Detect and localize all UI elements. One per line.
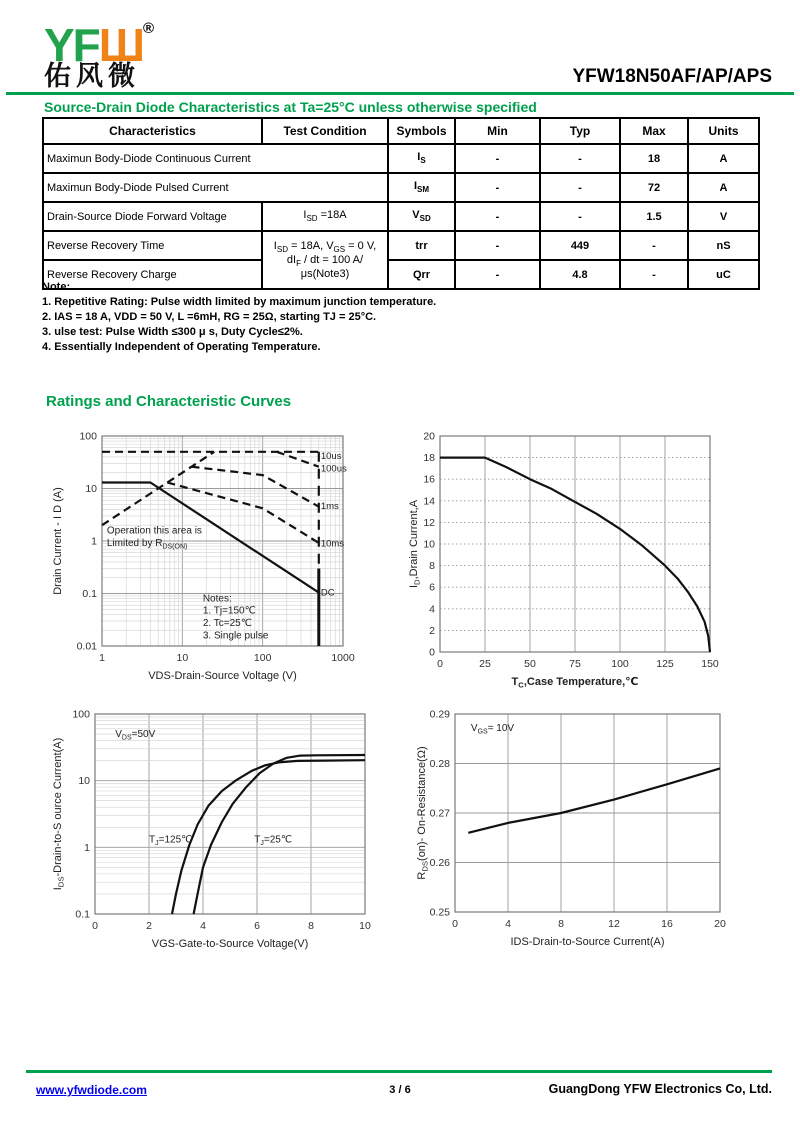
note-item-2: 2. IAS = 18 A, VDD = 50 V, L =6mH, RG = 25Ω, starting TJ = 25°C. (42, 311, 377, 323)
y-tick-label: 100 (72, 708, 90, 721)
cell-units: V (688, 202, 759, 231)
y-tick-label: 16 (423, 473, 435, 486)
column-header-test-condition: Test Condition (262, 118, 388, 144)
column-header-min: Min (455, 118, 540, 144)
logo-w-glyph-icon: Ш (98, 19, 144, 71)
chart-annotation: Limited by $R_{DS(ON)}$ (106, 537, 188, 551)
table-row (43, 144, 759, 173)
cell-units: A (688, 144, 759, 173)
chart-transfer (48, 700, 393, 962)
curve-label-10ms: 10ms (320, 538, 345, 550)
curves-section-title: Ratings and Characteristic Curves (46, 393, 292, 410)
x-tick-label: 6 (254, 920, 260, 932)
chart-soa (48, 420, 393, 695)
footer-website-link[interactable]: www.yfwdiode.com (36, 1083, 147, 1097)
cell-max: - (620, 260, 688, 289)
cell-typ: - (540, 202, 620, 231)
cell-max: - (620, 231, 688, 260)
chart-annotation: Notes: (202, 593, 232, 605)
chart-transfer-container (48, 700, 393, 967)
table-header-row (43, 118, 759, 144)
column-header-characteristics: Characteristics (43, 118, 262, 144)
x-tick-label: 100 (611, 658, 629, 670)
x-tick-label: 12 (608, 918, 620, 930)
y-tick-label: 0.01 (76, 640, 97, 653)
table-row (43, 173, 759, 202)
y-axis-label: $R_{DS}(on)-$ On-Resistance(Ω) (416, 746, 430, 880)
chart-id-vs-tc (404, 420, 764, 702)
chart-id-vs-tc-container (404, 420, 764, 707)
x-tick-label: 0 (92, 920, 98, 932)
x-axis-label: $T_C,Case$ Temperature,℃ (511, 676, 639, 690)
cell-typ: - (540, 173, 620, 202)
y-axis-label: $I_D,Drain$ Current,A (408, 499, 422, 589)
table-row (43, 202, 759, 231)
logo-chinese-name: 佑风微 (44, 61, 140, 91)
y-tick-label: 0.25 (429, 906, 450, 919)
y-tick-label: 2 (429, 624, 435, 637)
cell-max: 1.5 (620, 202, 688, 231)
chart-annotation: 2. Tc=25℃ (202, 617, 252, 629)
y-tick-label: 0 (429, 646, 435, 659)
x-tick-label: 10 (176, 652, 189, 664)
cell-min: - (455, 231, 540, 260)
cell-characteristics: Maximun Body-Diode Continuous Current (43, 144, 388, 173)
chart-annotation: 3. Single pulse (202, 630, 269, 642)
column-header-max: Max (620, 118, 688, 144)
cell-symbol: trr (388, 231, 455, 260)
x-tick-label: 20 (714, 918, 726, 930)
x-axis-label: IDS-Drain-to-Source Current(A) (510, 936, 665, 948)
y-tick-label: 12 (423, 516, 435, 529)
chart-rdson-container (412, 700, 778, 963)
notes-label: Note: (42, 281, 71, 293)
x-tick-label: 25 (479, 658, 491, 670)
y-tick-label: 0.1 (82, 588, 97, 600)
x-tick-label: 0 (437, 658, 443, 670)
x-tick-label: 8 (308, 920, 314, 932)
cell-characteristics: Maximun Body-Diode Pulsed Current (43, 173, 388, 202)
cell-units: A (688, 173, 759, 202)
chart-annotation: $T_J=25℃$ (254, 834, 293, 848)
y-tick-label: 0.26 (429, 857, 450, 869)
chart-annotation: $V_{GS}= 10V$ (470, 722, 515, 736)
chart-soa-container (48, 420, 393, 700)
registered-trademark-icon: ® (143, 20, 155, 37)
cell-min: - (455, 202, 540, 231)
x-axis-label: VDS-Drain-Source Voltage (V) (148, 670, 297, 682)
cell-test-condition: $I_{SD} = 18A$, $V_{GS} = 0$ V, $dI_F$ / dt = 100 A/μs(Note3) (262, 231, 388, 289)
footer-divider (26, 1070, 772, 1073)
cell-max: 18 (620, 144, 688, 173)
notes-block (42, 280, 436, 355)
y-tick-label: 1 (84, 841, 90, 854)
x-tick-label: 100 (253, 652, 272, 664)
cell-symbol: $I_S$ (388, 144, 455, 173)
y-tick-label: 6 (429, 581, 435, 594)
y-tick-label: 0.1 (75, 908, 90, 921)
chart-rdson-vs-id (412, 700, 778, 958)
y-axis-label: Drain Current - I D (A) (52, 487, 64, 595)
y-tick-label: 100 (79, 430, 97, 443)
y-tick-label: 4 (429, 603, 435, 616)
curve-label-10us: 10us (320, 450, 342, 462)
chart-annotation: $V_{DS}=50V$ (115, 729, 156, 742)
plot-border (95, 714, 365, 914)
curve-label-dc: DC (320, 587, 335, 599)
cell-characteristics: Drain-Source Diode Forward Voltage (43, 202, 262, 231)
chart-annotation: Operation this area is (106, 525, 202, 537)
curve-label-1ms: 1ms (320, 501, 339, 513)
x-tick-label: 1000 (331, 652, 355, 664)
header-divider (6, 92, 794, 95)
logo-yf-text: YF (44, 19, 99, 71)
y-tick-label: 10 (85, 483, 97, 495)
x-tick-label: 0 (452, 918, 458, 930)
cell-test-condition: $I_{SD} =18A$ (262, 202, 388, 231)
note-item-1: 1. Repetitive Rating: Pulse width limited by maximum junction temperature. (42, 296, 437, 308)
series-rdson (468, 768, 720, 832)
y-tick-label: 18 (423, 452, 435, 465)
x-tick-label: 75 (569, 658, 581, 670)
x-tick-label: 10 (359, 920, 371, 932)
cell-min: - (455, 173, 540, 202)
y-tick-label: 20 (423, 430, 435, 443)
footer-company-name: GuangDong YFW Electronics Co, Ltd. (548, 1082, 772, 1096)
note-item-3: 3. ulse test: Pulse Width ≤300 μ s, Duty Cycle≤2%. (42, 326, 303, 338)
cell-units: uC (688, 260, 759, 289)
column-header-typ: Typ (540, 118, 620, 144)
y-axis-label: $I_{DS}-Drain-to-S$ ource Current(A) (52, 737, 66, 891)
y-tick-label: 10 (78, 775, 90, 788)
y-tick-label: 10 (423, 538, 435, 551)
chart-annotation: 1. Tj=150℃ (202, 605, 256, 617)
diode-characteristics-table (42, 117, 760, 290)
cell-characteristics: Reverse Recovery Charge (43, 260, 262, 289)
y-tick-label: 14 (423, 495, 435, 508)
series-100us (277, 452, 319, 467)
y-tick-label: 1 (91, 535, 97, 548)
column-header-units: Units (688, 118, 759, 144)
cell-typ: 449 (540, 231, 620, 260)
x-tick-label: 8 (558, 918, 564, 930)
cell-symbol: $V_{SD}$ (388, 202, 455, 231)
x-tick-label: 150 (701, 658, 719, 670)
curve-label-100us: 100us (320, 463, 347, 475)
cell-min: - (455, 260, 540, 289)
y-tick-label: 0.29 (429, 708, 450, 721)
cell-max: 72 (620, 173, 688, 202)
y-tick-label: 8 (429, 560, 435, 573)
x-axis-label: VGS-Gate-to-Source Voltage(V) (151, 938, 309, 950)
x-tick-label: 125 (656, 658, 674, 670)
x-tick-label: 1 (99, 652, 105, 664)
diode-section-title: Source-Drain Diode Characteristics at Ta=25°C unless otherwise specified (44, 99, 537, 115)
cell-typ: 4.8 (540, 260, 620, 289)
cell-characteristics: Reverse Recovery Time (43, 231, 262, 260)
x-tick-label: 50 (524, 658, 536, 670)
x-tick-label: 16 (661, 918, 673, 930)
cell-typ: - (540, 144, 620, 173)
table-row (43, 231, 759, 260)
column-header-symbols: Symbols (388, 118, 455, 144)
x-tick-label: 2 (146, 920, 152, 932)
x-tick-label: 4 (505, 918, 511, 930)
cell-min: - (455, 144, 540, 173)
cell-symbol: Qrr (388, 260, 455, 289)
y-tick-label: 0.27 (429, 807, 450, 820)
page-number: 3 / 6 (389, 1084, 411, 1096)
part-number-title: YFW18N50AF/AP/APS (572, 66, 772, 87)
cell-units: nS (688, 231, 759, 260)
y-tick-label: 0.28 (429, 758, 450, 770)
x-tick-label: 4 (200, 920, 206, 932)
chart-annotation: $T_J=125℃$ (149, 834, 193, 848)
note-item-4: 4. Essentially Independent of Operating Temperature. (42, 341, 321, 353)
cell-symbol: $I_{SM}$ (388, 173, 455, 202)
